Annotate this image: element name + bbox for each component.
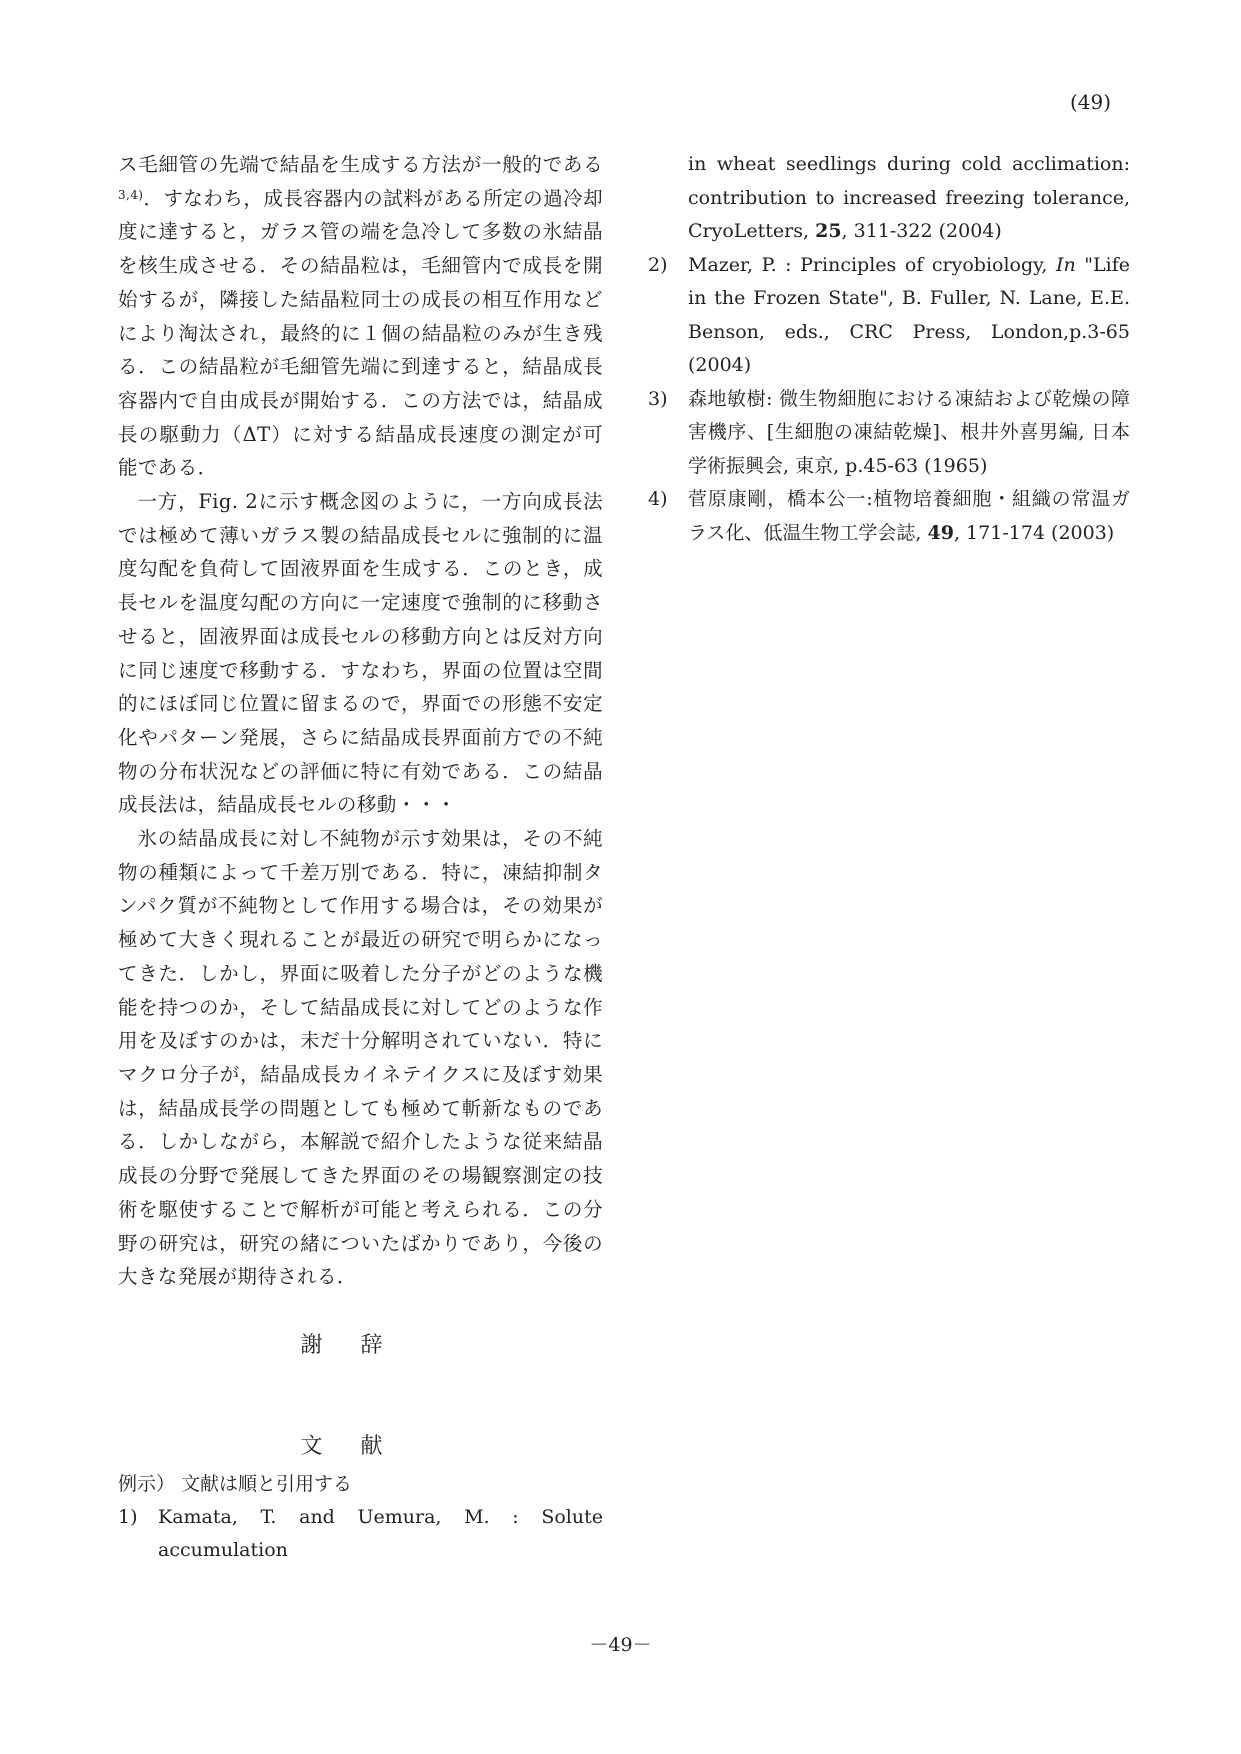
- reference-number: 1): [118, 1505, 138, 1528]
- header-page-number: (49): [1070, 90, 1112, 114]
- left-column: [118, 148, 603, 1568]
- footer-page-number: －49－: [589, 1634, 652, 1656]
- right-column: [648, 148, 1130, 550]
- acknowledgement-heading: 謝辞: [300, 1332, 421, 1358]
- reference-number: 4): [648, 488, 668, 510]
- volume-number: 49: [927, 521, 954, 544]
- reference-1-continued: [648, 148, 1130, 249]
- paragraph-text: ．すなわち，成長容器内の試料がある所定の過冷却度に達すると，ガラス管の端を急冷して多数の氷結晶を核生成させる．その結晶粒は，毛細管内で成長を開始するが，隣接した結晶粒同士の成長の相互作用などにより淘汰され，最終的に１個の結晶粒のみが生き残る．この結晶粒が毛細管先端に到達すると，結晶成長容器内で自由成長が開始する．この方法では，結晶成長の駆動力（ΔT）に対する結晶成長速度の測定が可能である．: [118, 186, 603, 480]
- reference-text: in wheat seedlings during cold acclimation: contribution to increased freezing tolerance, CryoLetters, 25, 311-322 (2004): [688, 153, 1130, 242]
- reference-4: [648, 483, 1130, 550]
- reference-3: [648, 383, 1130, 484]
- volume-number: 25: [815, 220, 842, 242]
- reference-text: 森地敏樹: 微生物細胞における凍結および乾燥の障害機序、[生細胞の凍結乾燥]、根井外喜男編, 日本学術振興会, 東京, p.45-63 (1965): [688, 387, 1130, 477]
- paragraph-text: ス毛細管の先端で結晶を生成する方法が一般的である: [118, 153, 603, 176]
- reference-number: 3): [648, 387, 668, 410]
- reference-text: 菅原康剛，橋本公一:植物培養細胞・組織の常温ガラス化、低温生物工学会誌, 49, 171-174 (2003): [688, 488, 1130, 544]
- reference-1: [118, 1501, 603, 1568]
- body-paragraph-2: 一方，Fig. 2に示す概念図のように，一方向成長法では極めて薄いガラス製の結晶成長セルに強制的に温度勾配を負荷して固液界面を生成する．このとき，成長セルを温度勾配の方向に一定速度で強制的に移動させると，固液界面は成長セルの移動方向とは反対方向に同じ速度で移動する．すなわち，界面の位置は空間的にほぼ同じ位置に留まるので，界面での形態不安定化やパターン発展，さらに結晶成長界面前方での不純物の分布状況などの評価に特に有効である．この結晶成長法は，結晶成長セルの移動・・・: [118, 490, 603, 817]
- references-heading: 文献: [300, 1433, 421, 1459]
- reference-2: [648, 249, 1130, 383]
- body-paragraph-1: [118, 148, 603, 485]
- citation-superscript: 3,4): [118, 187, 144, 202]
- reference-number: 2): [648, 253, 668, 276]
- body-paragraph-3: 氷の結晶成長に対し不純物が示す効果は，その不純物の種類によって千差万別である．特に，凍結抑制タンパク質が不純物として作用する場合は，その効果が極めて大きく現れることが最近の研究で明らかになってきた．しかし，界面に吸着した分子がどのような機能を持つのか，そして結晶成長に対してどのような作用を及ぼすのかは，未だ十分解明されていない．特にマクロ分子が，結晶成長カイネテイクスに及ぼす効果は，結晶成長学の問題としても極めて斬新なものである．しかしながら，本解説で紹介したような従来結晶成長の分野で発展してきた界面のその場観察測定の技術を駆使することで解析が可能と考えられる．この分野の研究は，研究の緒についたばかりであり，今後の大きな発展が期待される．: [118, 827, 603, 1289]
- reference-example-note: 例示） 文献は順と引用する: [118, 1472, 353, 1495]
- reference-text: Kamata, T. and Uemura, M. : Solute accumulation: [158, 1505, 603, 1562]
- reference-text: Mazer, P. : Principles of cryobiology, In "Life in the Frozen State", B. Fuller, N. Lane, E.E. Benson, eds., CRC Press, London,p.3-65 (2004): [688, 253, 1130, 376]
